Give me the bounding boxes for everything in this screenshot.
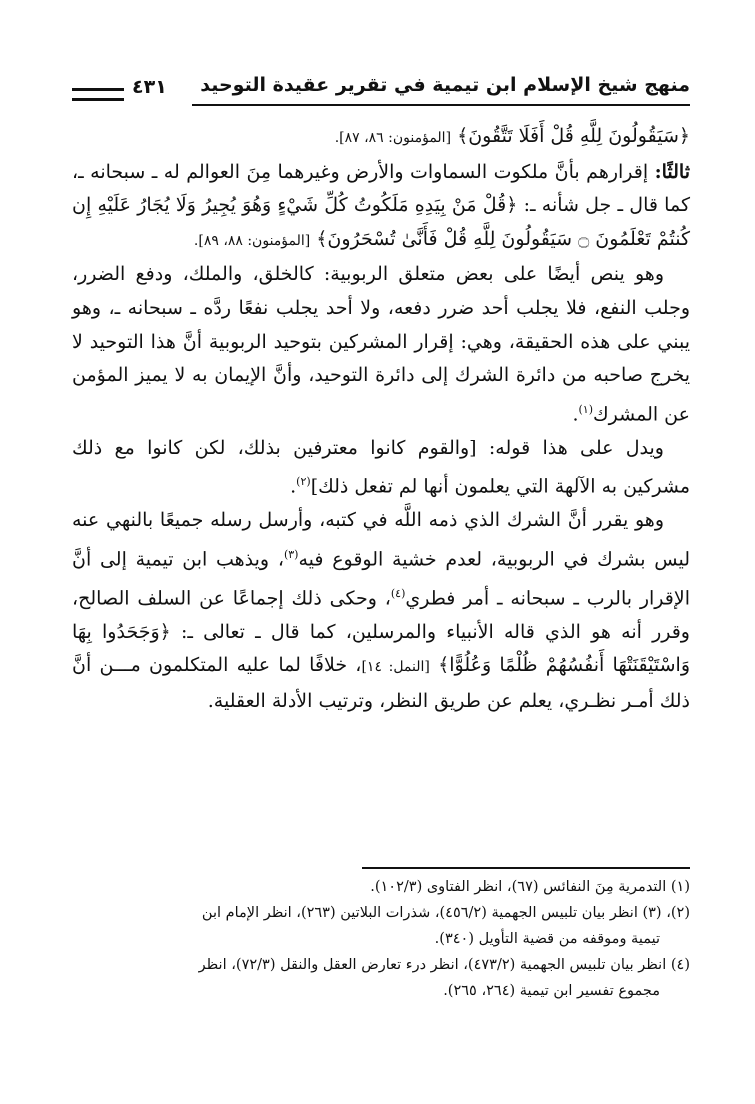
verse-reference: [المؤمنون: ٨٦، ٨٧]. — [334, 130, 452, 146]
paragraph-text: ويدل على هذا قوله: [والقوم كانوا معترفين بذلك، لكن كانوا مع ذلك مشركين به الآلهة التي يعلمون أنها لم تفعل ذلك] — [72, 436, 690, 498]
header-rule — [192, 104, 690, 106]
body-text — [72, 120, 690, 718]
footnotes — [72, 874, 690, 1004]
footnote-marker: (٢) — [296, 475, 311, 489]
footnote-marker: (٣) — [283, 547, 299, 561]
paragraph-text: ، خلافًا لما عليه المتكلمون مـــن أنَّ ذلك أمـر نظـري، يعلم عن طريق النظر، وترتيب الأدلة العقلية. — [72, 654, 690, 712]
footnote-marker: (١) — [578, 402, 593, 416]
paragraph-4: ويدل على هذا قوله: [والقوم كانوا معترفين بذلك، لكن كانوا مع ذلك مشركين به الآلهة التي يعلمون أنها لم تفعل ذلك]$^{(٢)}$. — [72, 436, 690, 498]
paragraph-2 — [72, 156, 690, 259]
point-label: ثالثًا: — [654, 160, 690, 183]
paragraph-5 — [72, 504, 690, 718]
running-header — [72, 74, 690, 108]
verse-reference: [المؤمنون: ٨٨، ٨٩]. — [193, 232, 311, 249]
quran-verse: ﴿وَجَحَدُوا بِهَا وَاسْتَيْقَنَتْهَا أَنفُسُهُمْ ظُلْمًا وَعُلُوًّا﴾ — [72, 620, 690, 677]
footnote-4: (٤) انظر بيان تلبيس الجهمية (٤٧٣/٢)، انظر درء تعارض العقل والنقل (٧٢/٣)، انظر — [198, 957, 690, 973]
footnote-4-continued: مجموع تفسير ابن تيمية (٢٦٤، ٢٦٥). — [443, 983, 660, 999]
footnote-separator — [362, 867, 690, 869]
paragraph-text: إقرارهم بأنَّ ملكوت السماوات والأرض وغيرهما مِنَ العوالم له ـ سبحانه ـ، كما قال ـ جل شأنه ـ: — [72, 160, 690, 217]
page-number-rule-top — [72, 88, 124, 91]
paragraph-text: وهو ينص أيضًا على بعض متعلق الربوبية: كالخلق، والملك، ودفع الضرر، وجلب النفع، فلا يجلب أحد ضرر دفعه، ولا أحد يجلب نفعًا ردَّه ـ سبحانه ـ، وهو يبني على هذه الحقيقة، وهي: إقرار المشركين بتوحيد الربوبية أنَّ هذا التوحيد لا يخرج صاحبه من دائرة الشرك إلى دائرة التوحيد، وأنَّ الإيمان به لا يميز المؤمن عن المشرك — [72, 263, 690, 426]
running-title: منهج شيخ الإسلام ابن تيمية في تقرير عقيدة التوحيد — [200, 74, 690, 96]
quran-verse: ﴿سَيَقُولُونَ لِلَّهِ قُلْ أَفَلَا تَتَّقُونَ﴾ — [457, 125, 690, 147]
footnote-2-3: (٢)، (٣) انظر بيان تلبيس الجهمية (٤٥٦/٢)، شذرات البلاتين (٢٦٣)، انظر الإمام ابن — [201, 905, 690, 921]
footnote-1: (١) التدمرية مِنَ النفائس (٦٧)، انظر الفتاوى (١٠٢/٣). — [370, 879, 690, 895]
paragraph-1 — [72, 120, 690, 156]
paragraph-3: وهو ينص أيضًا على بعض متعلق الربوبية: كالخلق، والملك، ودفع الضرر، وجلب النفع، فلا يجلب أحد ضرر دفعه، ولا أحد يجلب نفعًا ردَّه ـ سبحانه ـ، وهو يبني على هذه الحقيقة، وهي: إقرار المشركين بتوحيد الربوبية أنَّ هذا التوحيد لا يخرج صاحبه من دائرة الشرك إلى دائرة التوحيد، وأنَّ الإيمان به لا يميز المؤمن عن المشرك$^{(١)}$. — [72, 263, 690, 426]
footnote-2-3-continued: تيمية وموقفه من قضية التأويل (٣٤٠). — [434, 931, 660, 947]
page-number: ٤٣١ — [132, 76, 167, 98]
footnote-marker: (٤) — [390, 586, 406, 600]
paragraph-text: وهو يقرر أنَّ الشرك الذي ذمه اللَّه في كتبه، وأرسل رسله جميعًا بالنهي عنه ليس بشرك في الربوبية، لعدم خشية الوقوع فيه — [72, 509, 690, 571]
page-number-rule-bottom — [72, 98, 124, 101]
paragraph-text: ، ويذهب ابن تيمية إلى أنَّ الإقرار بالرب ـ سبحانه ـ أمر فطري — [72, 548, 690, 610]
verse-reference: [النمل: ١٤] — [361, 659, 430, 676]
quran-verse: ﴿قُلْ مَنْ بِيَدِهِ مَلَكُوتُ كُلِّ شَيْءٍ وَهُوَ يُجِيرُ وَلَا يُجَارُ عَلَيْهِ إِن كُنتُمْ تَعْلَمُونَ ۝ سَيَقُولُونَ لِلَّهِ قُلْ فَأَنَّىٰ تُسْحَرُونَ﴾ — [72, 194, 690, 250]
paragraph-text: ، وحكى ذلك إجماعًا عن السلف الصالح، وقرر أنه هو الذي قاله الأنبياء والمرسلين، كما قال ـ تعالى ـ: — [72, 587, 690, 643]
